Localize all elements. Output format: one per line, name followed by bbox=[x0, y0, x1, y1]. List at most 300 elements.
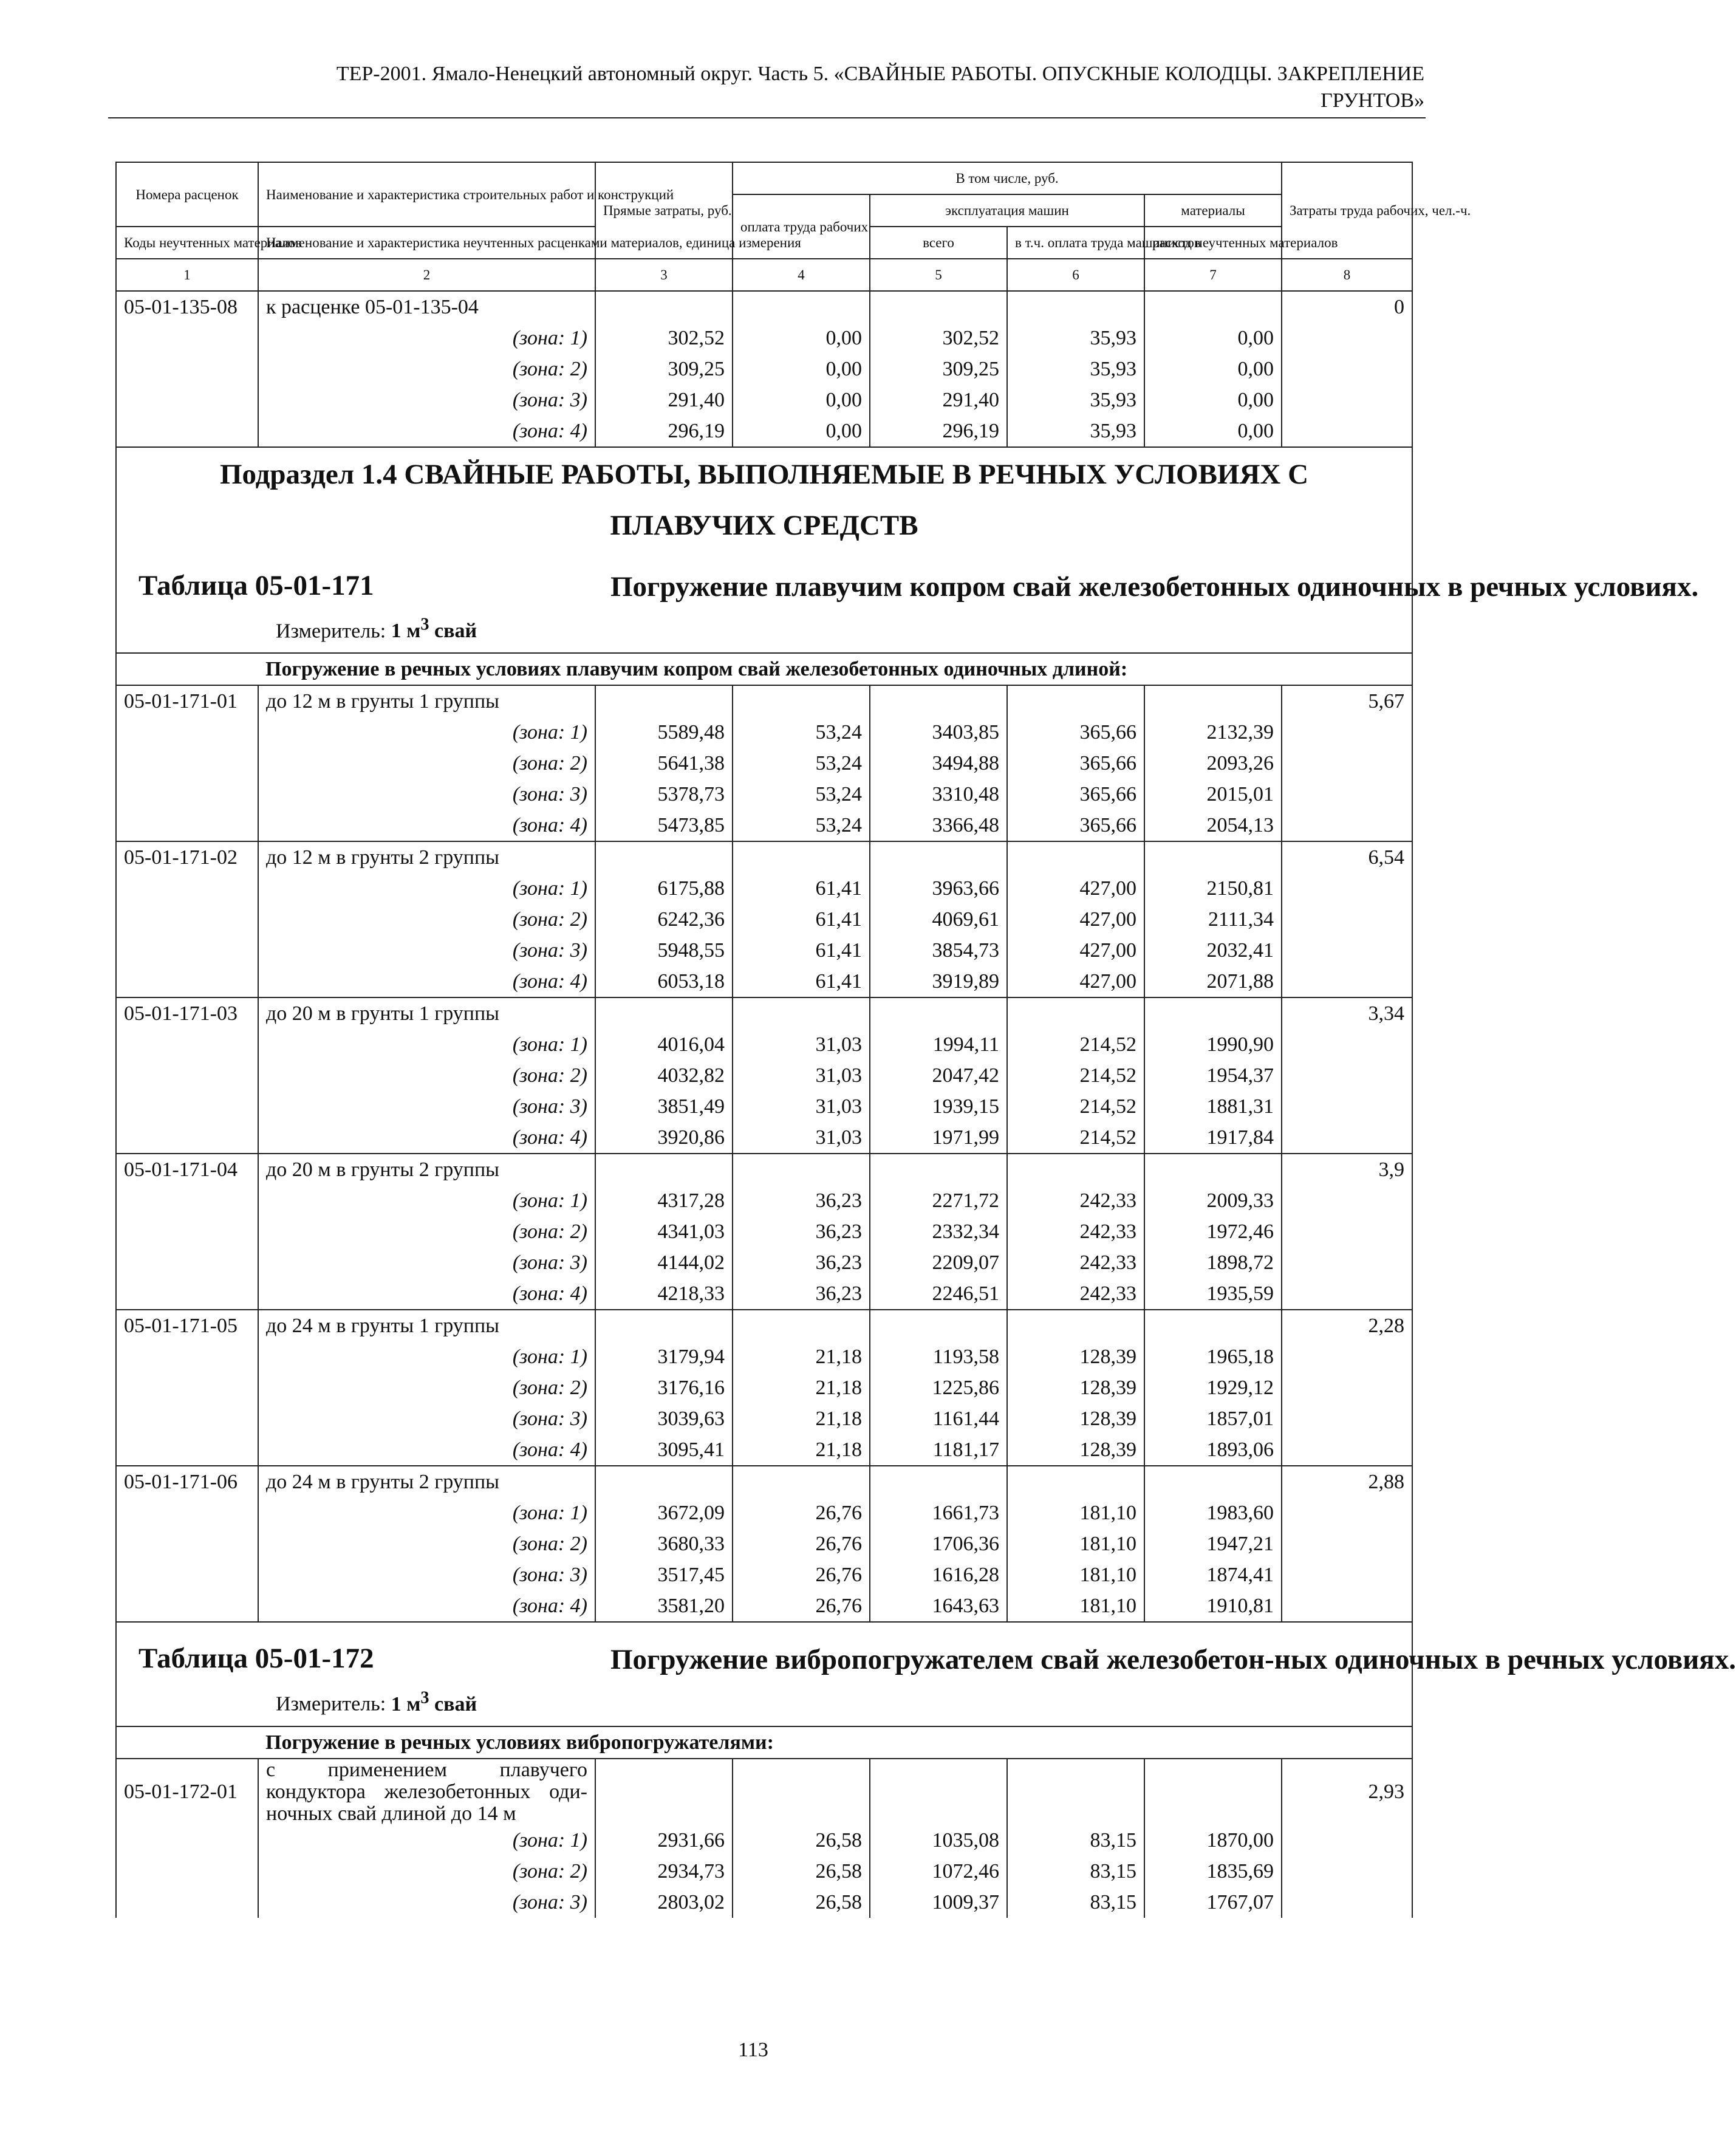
machinist-pay: 214,52 bbox=[1007, 1029, 1144, 1060]
empty-cell bbox=[1282, 873, 1412, 904]
zone-row bbox=[116, 1091, 1412, 1122]
machine-cost: 2246,51 bbox=[870, 1278, 1007, 1310]
materials-cost: 0,00 bbox=[1144, 323, 1282, 354]
machine-cost: 3403,85 bbox=[870, 717, 1007, 748]
direct-cost: 2934,73 bbox=[595, 1856, 733, 1887]
empty-cell bbox=[116, 1247, 258, 1278]
direct-cost: 3851,49 bbox=[595, 1091, 733, 1122]
empty-cell bbox=[595, 1759, 733, 1825]
zone-row bbox=[116, 416, 1412, 447]
zone-row bbox=[116, 1341, 1412, 1372]
labor-pay: 26,76 bbox=[733, 1590, 870, 1622]
empty-cell bbox=[1144, 685, 1282, 717]
column-number: 7 bbox=[1144, 259, 1282, 291]
materials-cost: 1965,18 bbox=[1144, 1341, 1282, 1372]
measure-superscript: 3 bbox=[420, 1688, 429, 1708]
rate-code: 05-01-172-01 bbox=[116, 1759, 258, 1825]
measure-value-text: 1 м bbox=[391, 620, 421, 643]
zone-label: (зона: 2) bbox=[258, 904, 595, 935]
measure-value-text: 1 м bbox=[391, 1692, 421, 1715]
empty-cell bbox=[1282, 1372, 1412, 1403]
labor-pay: 0,00 bbox=[733, 385, 870, 416]
zone-row bbox=[116, 1278, 1412, 1310]
header-machines-total: всего bbox=[870, 227, 1007, 259]
empty-cell bbox=[116, 966, 258, 997]
table-subheader: Погружение в речных условиях вибропогружателями: bbox=[258, 1726, 1412, 1759]
table-number: Таблица 05-01-172 bbox=[138, 1643, 374, 1675]
header-work-name: Наименование и характеристика строительных работ и конструкций bbox=[258, 162, 595, 227]
rate-row bbox=[116, 291, 1412, 323]
zone-label: (зона: 2) bbox=[258, 1216, 595, 1247]
zone-row bbox=[116, 323, 1412, 354]
direct-cost: 6242,36 bbox=[595, 904, 733, 935]
empty-cell bbox=[1282, 935, 1412, 966]
empty-cell bbox=[116, 1216, 258, 1247]
materials-cost: 2015,01 bbox=[1144, 779, 1282, 810]
empty-cell bbox=[116, 1726, 258, 1759]
labor-pay: 53,24 bbox=[733, 810, 870, 841]
zone-row bbox=[116, 717, 1412, 748]
machine-cost: 1939,15 bbox=[870, 1091, 1007, 1122]
zone-label: (зона: 1) bbox=[258, 1825, 595, 1856]
machine-cost: 302,52 bbox=[870, 323, 1007, 354]
machine-cost: 3854,73 bbox=[870, 935, 1007, 966]
machine-cost: 2332,34 bbox=[870, 1216, 1007, 1247]
table-subheader: Погружение в речных условиях плавучим копром свай железобетонных одиночных длиной: bbox=[258, 653, 1412, 685]
empty-cell bbox=[1282, 1216, 1412, 1247]
zone-row bbox=[116, 779, 1412, 810]
zone-label: (зона: 3) bbox=[258, 1091, 595, 1122]
direct-cost: 5378,73 bbox=[595, 779, 733, 810]
materials-cost: 0,00 bbox=[1144, 416, 1282, 447]
empty-cell bbox=[1282, 1403, 1412, 1434]
empty-cell bbox=[116, 1060, 258, 1091]
empty-cell bbox=[116, 385, 258, 416]
direct-cost: 6053,18 bbox=[595, 966, 733, 997]
empty-cell bbox=[116, 1122, 258, 1154]
direct-cost: 4341,03 bbox=[595, 1216, 733, 1247]
materials-cost: 1881,31 bbox=[1144, 1091, 1282, 1122]
table-title bbox=[124, 550, 1699, 603]
labor-pay: 0,00 bbox=[733, 354, 870, 385]
machine-cost: 2209,07 bbox=[870, 1247, 1007, 1278]
zone-label: (зона: 4) bbox=[258, 810, 595, 841]
empty-cell bbox=[1007, 1466, 1144, 1497]
materials-cost: 2071,88 bbox=[1144, 966, 1282, 997]
labor-pay: 26,58 bbox=[733, 1825, 870, 1856]
direct-cost: 3680,33 bbox=[595, 1528, 733, 1559]
machine-cost: 296,19 bbox=[870, 416, 1007, 447]
direct-cost: 5641,38 bbox=[595, 748, 733, 779]
zone-row bbox=[116, 966, 1412, 997]
empty-cell bbox=[1282, 1278, 1412, 1310]
direct-cost: 3517,45 bbox=[595, 1559, 733, 1590]
header-machines: эксплуатация машин bbox=[870, 194, 1144, 227]
measure-unit bbox=[124, 603, 1404, 652]
machine-cost: 2047,42 bbox=[870, 1060, 1007, 1091]
empty-cell bbox=[116, 1590, 258, 1622]
empty-cell bbox=[1282, 1060, 1412, 1091]
direct-cost: 3581,20 bbox=[595, 1590, 733, 1622]
rate-code: 05-01-171-02 bbox=[116, 841, 258, 873]
empty-cell bbox=[870, 997, 1007, 1029]
zone-label: (зона: 4) bbox=[258, 1434, 595, 1466]
empty-cell bbox=[595, 291, 733, 323]
zone-row bbox=[116, 1216, 1412, 1247]
machine-cost: 1994,11 bbox=[870, 1029, 1007, 1060]
empty-cell bbox=[116, 1856, 258, 1887]
empty-cell bbox=[1282, 1497, 1412, 1528]
labor-pay: 61,41 bbox=[733, 904, 870, 935]
machine-cost: 1706,36 bbox=[870, 1528, 1007, 1559]
direct-cost: 4032,82 bbox=[595, 1060, 733, 1091]
empty-cell bbox=[733, 1759, 870, 1825]
empty-cell bbox=[1282, 1185, 1412, 1216]
zone-label: (зона: 1) bbox=[258, 1341, 595, 1372]
machinist-pay: 128,39 bbox=[1007, 1403, 1144, 1434]
machinist-pay: 427,00 bbox=[1007, 935, 1144, 966]
machinist-pay: 181,10 bbox=[1007, 1528, 1144, 1559]
machine-cost: 291,40 bbox=[870, 385, 1007, 416]
empty-cell bbox=[595, 1154, 733, 1185]
machine-cost: 3494,88 bbox=[870, 748, 1007, 779]
empty-cell bbox=[116, 1278, 258, 1310]
direct-cost: 302,52 bbox=[595, 323, 733, 354]
empty-cell bbox=[1144, 1154, 1282, 1185]
machine-cost: 1161,44 bbox=[870, 1403, 1007, 1434]
empty-cell bbox=[1144, 841, 1282, 873]
zone-label: (зона: 3) bbox=[258, 1403, 595, 1434]
price-table bbox=[115, 162, 1736, 1918]
zone-label: (зона: 4) bbox=[258, 1122, 595, 1154]
empty-cell bbox=[1007, 1154, 1144, 1185]
labor-pay: 21,18 bbox=[733, 1403, 870, 1434]
rate-name: с применением плавучего кондуктора железобетонных оди-ночных свай длиной до 14 м bbox=[258, 1759, 595, 1825]
empty-cell bbox=[116, 1887, 258, 1918]
labor-cost: 3,9 bbox=[1282, 1154, 1412, 1185]
machinist-pay: 242,33 bbox=[1007, 1216, 1144, 1247]
zone-row bbox=[116, 1403, 1412, 1434]
empty-cell bbox=[870, 1154, 1007, 1185]
empty-cell bbox=[116, 1559, 258, 1590]
empty-cell bbox=[1282, 1528, 1412, 1559]
empty-cell bbox=[116, 1434, 258, 1466]
empty-cell bbox=[1282, 904, 1412, 935]
empty-cell bbox=[1282, 779, 1412, 810]
table-header-row-1 bbox=[116, 162, 1412, 194]
header-in-that-number: В том числе, руб. bbox=[733, 162, 1282, 194]
empty-cell bbox=[1282, 748, 1412, 779]
zone-label: (зона: 4) bbox=[258, 1590, 595, 1622]
empty-cell bbox=[870, 685, 1007, 717]
zone-label: (зона: 4) bbox=[258, 1278, 595, 1310]
column-number: 5 bbox=[870, 259, 1007, 291]
rate-row bbox=[116, 841, 1412, 873]
empty-cell bbox=[1282, 1856, 1412, 1887]
machinist-pay: 128,39 bbox=[1007, 1372, 1144, 1403]
column-number: 8 bbox=[1282, 259, 1412, 291]
direct-cost: 3095,41 bbox=[595, 1434, 733, 1466]
empty-cell bbox=[733, 685, 870, 717]
zone-label: (зона: 1) bbox=[258, 323, 595, 354]
zone-row bbox=[116, 904, 1412, 935]
labor-pay: 31,03 bbox=[733, 1029, 870, 1060]
empty-cell bbox=[1282, 1825, 1412, 1856]
materials-cost: 1947,21 bbox=[1144, 1528, 1282, 1559]
empty-cell bbox=[1282, 1341, 1412, 1372]
labor-pay: 21,18 bbox=[733, 1341, 870, 1372]
direct-cost: 5473,85 bbox=[595, 810, 733, 841]
rate-name: до 24 м в грунты 2 группы bbox=[258, 1466, 595, 1497]
subsection-title-line1: Подраздел 1.4 СВАЙНЫЕ РАБОТЫ, ВЫПОЛНЯЕМЫЕ В РЕЧНЫХ УСЛОВИЯХ С bbox=[219, 459, 1309, 490]
empty-cell bbox=[733, 1154, 870, 1185]
empty-cell bbox=[116, 873, 258, 904]
rate-name: до 24 м в грунты 1 группы bbox=[258, 1310, 595, 1341]
empty-cell bbox=[116, 354, 258, 385]
machinist-pay: 83,15 bbox=[1007, 1887, 1144, 1918]
machine-cost: 309,25 bbox=[870, 354, 1007, 385]
empty-cell bbox=[116, 653, 258, 685]
empty-cell bbox=[1282, 1091, 1412, 1122]
empty-cell bbox=[1007, 841, 1144, 873]
empty-cell bbox=[1007, 1759, 1144, 1825]
zone-row bbox=[116, 1590, 1412, 1622]
machinist-pay: 214,52 bbox=[1007, 1091, 1144, 1122]
labor-pay: 0,00 bbox=[733, 416, 870, 447]
machinist-pay: 35,93 bbox=[1007, 354, 1144, 385]
machinist-pay: 128,39 bbox=[1007, 1341, 1144, 1372]
labor-pay: 21,18 bbox=[733, 1434, 870, 1466]
empty-cell bbox=[1007, 997, 1144, 1029]
zone-row bbox=[116, 1856, 1412, 1887]
machinist-pay: 365,66 bbox=[1007, 717, 1144, 748]
materials-cost: 2093,26 bbox=[1144, 748, 1282, 779]
materials-cost: 1898,72 bbox=[1144, 1247, 1282, 1278]
machine-cost: 3963,66 bbox=[870, 873, 1007, 904]
machinist-pay: 128,39 bbox=[1007, 1434, 1144, 1466]
direct-cost: 309,25 bbox=[595, 354, 733, 385]
materials-cost: 2009,33 bbox=[1144, 1185, 1282, 1216]
zone-label: (зона: 1) bbox=[258, 1185, 595, 1216]
labor-cost: 2,93 bbox=[1282, 1759, 1412, 1825]
machinist-pay: 427,00 bbox=[1007, 873, 1144, 904]
empty-cell bbox=[595, 997, 733, 1029]
machinist-pay: 35,93 bbox=[1007, 385, 1144, 416]
empty-cell bbox=[595, 1466, 733, 1497]
materials-cost: 1954,37 bbox=[1144, 1060, 1282, 1091]
zone-row bbox=[116, 1029, 1412, 1060]
subheader-row bbox=[116, 653, 1412, 685]
page-number: 113 bbox=[738, 2039, 768, 2061]
materials-cost: 1983,60 bbox=[1144, 1497, 1282, 1528]
empty-cell bbox=[1282, 1887, 1412, 1918]
labor-pay: 26,58 bbox=[733, 1856, 870, 1887]
materials-cost: 1835,69 bbox=[1144, 1856, 1282, 1887]
materials-cost: 0,00 bbox=[1144, 385, 1282, 416]
machinist-pay: 365,66 bbox=[1007, 810, 1144, 841]
empty-cell bbox=[595, 685, 733, 717]
table-title bbox=[124, 1623, 1736, 1676]
zone-label: (зона: 3) bbox=[258, 1887, 595, 1918]
measure-unit-text: свай bbox=[434, 1692, 477, 1715]
machinist-pay: 427,00 bbox=[1007, 966, 1144, 997]
zone-label: (зона: 2) bbox=[258, 1372, 595, 1403]
machinist-pay: 242,33 bbox=[1007, 1185, 1144, 1216]
zone-row bbox=[116, 1559, 1412, 1590]
empty-cell bbox=[116, 1528, 258, 1559]
direct-cost: 4016,04 bbox=[595, 1029, 733, 1060]
machine-cost: 2271,72 bbox=[870, 1185, 1007, 1216]
labor-pay: 26,76 bbox=[733, 1559, 870, 1590]
column-number: 1 bbox=[116, 259, 258, 291]
zone-row bbox=[116, 1185, 1412, 1216]
machinist-pay: 365,66 bbox=[1007, 779, 1144, 810]
rate-row bbox=[116, 1466, 1412, 1497]
table-number: Таблица 05-01-171 bbox=[138, 570, 374, 601]
materials-cost: 2132,39 bbox=[1144, 717, 1282, 748]
empty-cell bbox=[870, 1310, 1007, 1341]
header-unaccounted-materials: расход неучтенных материалов bbox=[1144, 227, 1282, 259]
table-heading bbox=[116, 447, 1699, 653]
empty-cell bbox=[733, 291, 870, 323]
measure-value bbox=[391, 615, 477, 643]
empty-cell bbox=[733, 1310, 870, 1341]
labor-pay: 61,41 bbox=[733, 966, 870, 997]
subsection-title-line2: ПЛАВУЧИХ СРЕДСТВ bbox=[610, 510, 918, 541]
materials-cost: 1990,90 bbox=[1144, 1029, 1282, 1060]
header-labor-costs: Затраты труда рабочих, чел.-ч. bbox=[1282, 162, 1412, 259]
machinist-pay: 242,33 bbox=[1007, 1247, 1144, 1278]
direct-cost: 3039,63 bbox=[595, 1403, 733, 1434]
empty-cell bbox=[870, 1759, 1007, 1825]
empty-cell bbox=[116, 810, 258, 841]
machinist-pay: 181,10 bbox=[1007, 1559, 1144, 1590]
empty-cell bbox=[116, 935, 258, 966]
machine-cost: 3919,89 bbox=[870, 966, 1007, 997]
zone-row bbox=[116, 385, 1412, 416]
empty-cell bbox=[1282, 1559, 1412, 1590]
empty-cell bbox=[1144, 1466, 1282, 1497]
rate-row bbox=[116, 685, 1412, 717]
direct-cost: 5589,48 bbox=[595, 717, 733, 748]
direct-cost: 4317,28 bbox=[595, 1185, 733, 1216]
direct-cost: 4218,33 bbox=[595, 1278, 733, 1310]
subheader-row bbox=[116, 1726, 1412, 1759]
materials-cost: 1874,41 bbox=[1144, 1559, 1282, 1590]
empty-cell bbox=[595, 841, 733, 873]
labor-cost: 6,54 bbox=[1282, 841, 1412, 873]
machine-cost: 1971,99 bbox=[870, 1122, 1007, 1154]
table-description: Погружение плавучим копром свай железобетонных одиночных в речных условиях. bbox=[610, 571, 1699, 603]
zone-label: (зона: 4) bbox=[258, 966, 595, 997]
machinist-pay: 35,93 bbox=[1007, 416, 1144, 447]
materials-cost: 2111,34 bbox=[1144, 904, 1282, 935]
column-number: 3 bbox=[595, 259, 733, 291]
rate-code: 05-01-171-06 bbox=[116, 1466, 258, 1497]
empty-cell bbox=[1144, 291, 1282, 323]
table-description: Погружение вибропогружателем свай железобетон-ных одиночных в речных условиях. bbox=[610, 1644, 1736, 1676]
zone-label: (зона: 2) bbox=[258, 1856, 595, 1887]
empty-cell bbox=[1282, 810, 1412, 841]
machine-cost: 1072,46 bbox=[870, 1856, 1007, 1887]
labor-pay: 61,41 bbox=[733, 935, 870, 966]
materials-cost: 1767,07 bbox=[1144, 1887, 1282, 1918]
labor-pay: 31,03 bbox=[733, 1091, 870, 1122]
empty-cell bbox=[116, 1185, 258, 1216]
zone-label: (зона: 2) bbox=[258, 1060, 595, 1091]
direct-cost: 4144,02 bbox=[595, 1247, 733, 1278]
column-number: 4 bbox=[733, 259, 870, 291]
rate-name: до 20 м в грунты 2 группы bbox=[258, 1154, 595, 1185]
empty-cell bbox=[1282, 1029, 1412, 1060]
empty-cell bbox=[116, 1403, 258, 1434]
machine-cost: 3366,48 bbox=[870, 810, 1007, 841]
empty-cell bbox=[870, 841, 1007, 873]
machinist-pay: 181,10 bbox=[1007, 1590, 1144, 1622]
materials-cost: 1972,46 bbox=[1144, 1216, 1282, 1247]
machinist-pay: 181,10 bbox=[1007, 1497, 1144, 1528]
header-divider bbox=[108, 117, 1426, 118]
machine-cost: 1009,37 bbox=[870, 1887, 1007, 1918]
empty-cell bbox=[116, 904, 258, 935]
empty-cell bbox=[870, 1466, 1007, 1497]
labor-pay: 53,24 bbox=[733, 779, 870, 810]
labor-pay: 53,24 bbox=[733, 748, 870, 779]
machine-cost: 1035,08 bbox=[870, 1825, 1007, 1856]
header-material-codes: Коды неучтенных материалов bbox=[116, 227, 258, 259]
direct-cost: 2931,66 bbox=[595, 1825, 733, 1856]
zone-row bbox=[116, 1247, 1412, 1278]
empty-cell bbox=[733, 841, 870, 873]
machine-cost: 3310,48 bbox=[870, 779, 1007, 810]
direct-cost: 6175,88 bbox=[595, 873, 733, 904]
running-header-line1: ТЕР-2001. Ямало-Ненецкий автономный округ. Часть 5. «СВАЙНЫЕ РАБОТЫ. ОПУСКНЫЕ КОЛОДЦЫ. ЗАКРЕПЛЕНИЕ bbox=[336, 63, 1424, 85]
zone-label: (зона: 3) bbox=[258, 1559, 595, 1590]
running-header bbox=[109, 61, 1424, 114]
zone-row bbox=[116, 810, 1412, 841]
empty-cell bbox=[870, 291, 1007, 323]
empty-cell bbox=[116, 1497, 258, 1528]
rate-row bbox=[116, 1154, 1412, 1185]
labor-cost: 2,88 bbox=[1282, 1466, 1412, 1497]
machinist-pay: 214,52 bbox=[1007, 1122, 1144, 1154]
empty-cell bbox=[595, 1310, 733, 1341]
labor-pay: 53,24 bbox=[733, 717, 870, 748]
direct-cost: 3920,86 bbox=[595, 1122, 733, 1154]
machinist-pay: 214,52 bbox=[1007, 1060, 1144, 1091]
materials-cost: 2032,41 bbox=[1144, 935, 1282, 966]
materials-cost: 1893,06 bbox=[1144, 1434, 1282, 1466]
table-heading-row bbox=[116, 1622, 1412, 1726]
materials-cost: 1935,59 bbox=[1144, 1278, 1282, 1310]
empty-cell bbox=[1282, 966, 1412, 997]
empty-cell bbox=[1007, 685, 1144, 717]
rate-code: 05-01-171-04 bbox=[116, 1154, 258, 1185]
zone-row bbox=[116, 1122, 1412, 1154]
machine-cost: 1193,58 bbox=[870, 1341, 1007, 1372]
header-materials: материалы bbox=[1144, 194, 1282, 227]
labor-cost: 5,67 bbox=[1282, 685, 1412, 717]
zone-row bbox=[116, 748, 1412, 779]
labor-cost: 2,28 bbox=[1282, 1310, 1412, 1341]
zone-row bbox=[116, 354, 1412, 385]
labor-cost: 0 bbox=[1282, 291, 1412, 323]
materials-cost: 1870,00 bbox=[1144, 1825, 1282, 1856]
zone-label: (зона: 4) bbox=[258, 416, 595, 447]
header-labor-pay: оплата труда рабочих bbox=[733, 194, 870, 259]
direct-cost: 3179,94 bbox=[595, 1341, 733, 1372]
zone-row bbox=[116, 1497, 1412, 1528]
